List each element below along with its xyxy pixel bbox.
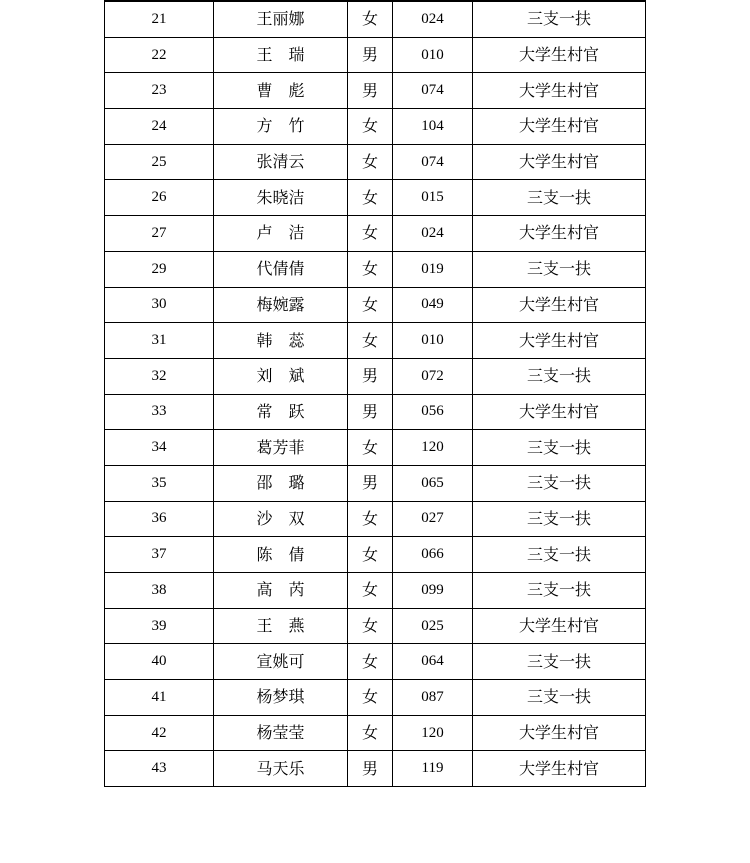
row-number-cell: 21 [105,1,214,37]
gender-cell: 女 [348,251,393,287]
position-type-cell: 大学生村官 [473,715,646,751]
name-cell: 沙 双 [214,501,348,537]
table-row [105,73,646,109]
name-cell: 杨莹莹 [214,715,348,751]
code-cell: 025 [393,608,473,644]
code-cell: 066 [393,537,473,573]
code-cell: 074 [393,73,473,109]
code-cell: 024 [393,1,473,37]
name-cell: 马天乐 [214,751,348,787]
name-cell: 朱晓洁 [214,180,348,216]
name-cell: 陈 倩 [214,537,348,573]
position-type-cell: 三支一扶 [473,573,646,609]
code-cell: 087 [393,680,473,716]
name-cell: 王 燕 [214,608,348,644]
position-type-cell: 三支一扶 [473,644,646,680]
position-type-cell: 大学生村官 [473,73,646,109]
table-row [105,608,646,644]
row-number-cell: 25 [105,144,214,180]
position-type-cell: 三支一扶 [473,358,646,394]
position-type-cell: 三支一扶 [473,680,646,716]
position-type-cell: 三支一扶 [473,465,646,501]
table-row [105,430,646,466]
name-cell: 代倩倩 [214,251,348,287]
table-row [105,394,646,430]
name-cell: 邵 璐 [214,465,348,501]
table-row [105,537,646,573]
name-cell: 曹 彪 [214,73,348,109]
code-cell: 015 [393,180,473,216]
position-type-cell: 大学生村官 [473,109,646,145]
code-cell: 024 [393,216,473,252]
code-cell: 010 [393,323,473,359]
table-row [105,644,646,680]
name-cell: 卢 洁 [214,216,348,252]
code-cell: 072 [393,358,473,394]
position-type-cell: 三支一扶 [473,251,646,287]
table-row [105,573,646,609]
table-row [105,715,646,751]
name-cell: 梅婉露 [214,287,348,323]
gender-cell: 女 [348,573,393,609]
code-cell: 099 [393,573,473,609]
row-number-cell: 35 [105,465,214,501]
gender-cell: 女 [348,1,393,37]
table-row [105,287,646,323]
row-number-cell: 26 [105,180,214,216]
name-cell: 常 跃 [214,394,348,430]
roster-body [105,1,646,787]
table-row [105,251,646,287]
table-row [105,144,646,180]
row-number-cell: 41 [105,680,214,716]
position-type-cell: 大学生村官 [473,216,646,252]
row-number-cell: 40 [105,644,214,680]
name-cell: 张清云 [214,144,348,180]
row-number-cell: 34 [105,430,214,466]
code-cell: 074 [393,144,473,180]
roster-table [104,0,646,787]
gender-cell: 男 [348,394,393,430]
position-type-cell: 大学生村官 [473,287,646,323]
gender-cell: 女 [348,109,393,145]
code-cell: 120 [393,715,473,751]
position-type-cell: 大学生村官 [473,608,646,644]
table-row [105,37,646,73]
code-cell: 027 [393,501,473,537]
position-type-cell: 三支一扶 [473,1,646,37]
row-number-cell: 36 [105,501,214,537]
code-cell: 019 [393,251,473,287]
gender-cell: 女 [348,180,393,216]
table-row [105,109,646,145]
table-row [105,180,646,216]
row-number-cell: 30 [105,287,214,323]
name-cell: 刘 斌 [214,358,348,394]
gender-cell: 女 [348,715,393,751]
row-number-cell: 22 [105,37,214,73]
name-cell: 王丽娜 [214,1,348,37]
gender-cell: 女 [348,680,393,716]
code-cell: 104 [393,109,473,145]
code-cell: 064 [393,644,473,680]
position-type-cell: 三支一扶 [473,537,646,573]
code-cell: 056 [393,394,473,430]
position-type-cell: 大学生村官 [473,751,646,787]
gender-cell: 男 [348,358,393,394]
name-cell: 韩 蕊 [214,323,348,359]
position-type-cell: 大学生村官 [473,394,646,430]
name-cell: 方 竹 [214,109,348,145]
row-number-cell: 31 [105,323,214,359]
gender-cell: 女 [348,323,393,359]
table-row [105,680,646,716]
position-type-cell: 大学生村官 [473,144,646,180]
row-number-cell: 42 [105,715,214,751]
position-type-cell: 大学生村官 [473,323,646,359]
gender-cell: 男 [348,751,393,787]
gender-cell: 女 [348,644,393,680]
name-cell: 杨梦琪 [214,680,348,716]
row-number-cell: 37 [105,537,214,573]
code-cell: 120 [393,430,473,466]
row-number-cell: 38 [105,573,214,609]
row-number-cell: 29 [105,251,214,287]
gender-cell: 女 [348,501,393,537]
row-number-cell: 24 [105,109,214,145]
row-number-cell: 23 [105,73,214,109]
table-row [105,216,646,252]
gender-cell: 男 [348,465,393,501]
table-row [105,751,646,787]
name-cell: 王 瑞 [214,37,348,73]
position-type-cell: 三支一扶 [473,430,646,466]
gender-cell: 女 [348,537,393,573]
table-row [105,323,646,359]
table-row [105,465,646,501]
position-type-cell: 大学生村官 [473,37,646,73]
gender-cell: 女 [348,608,393,644]
gender-cell: 男 [348,37,393,73]
name-cell: 宣姚可 [214,644,348,680]
row-number-cell: 43 [105,751,214,787]
gender-cell: 女 [348,287,393,323]
row-number-cell: 27 [105,216,214,252]
gender-cell: 男 [348,73,393,109]
code-cell: 119 [393,751,473,787]
gender-cell: 女 [348,144,393,180]
gender-cell: 女 [348,430,393,466]
name-cell: 高 芮 [214,573,348,609]
gender-cell: 女 [348,216,393,252]
position-type-cell: 三支一扶 [473,501,646,537]
position-type-cell: 三支一扶 [473,180,646,216]
table-row [105,1,646,37]
row-number-cell: 33 [105,394,214,430]
row-number-cell: 32 [105,358,214,394]
code-cell: 065 [393,465,473,501]
table-row [105,358,646,394]
code-cell: 049 [393,287,473,323]
code-cell: 010 [393,37,473,73]
table-row [105,501,646,537]
name-cell: 葛芳菲 [214,430,348,466]
row-number-cell: 39 [105,608,214,644]
